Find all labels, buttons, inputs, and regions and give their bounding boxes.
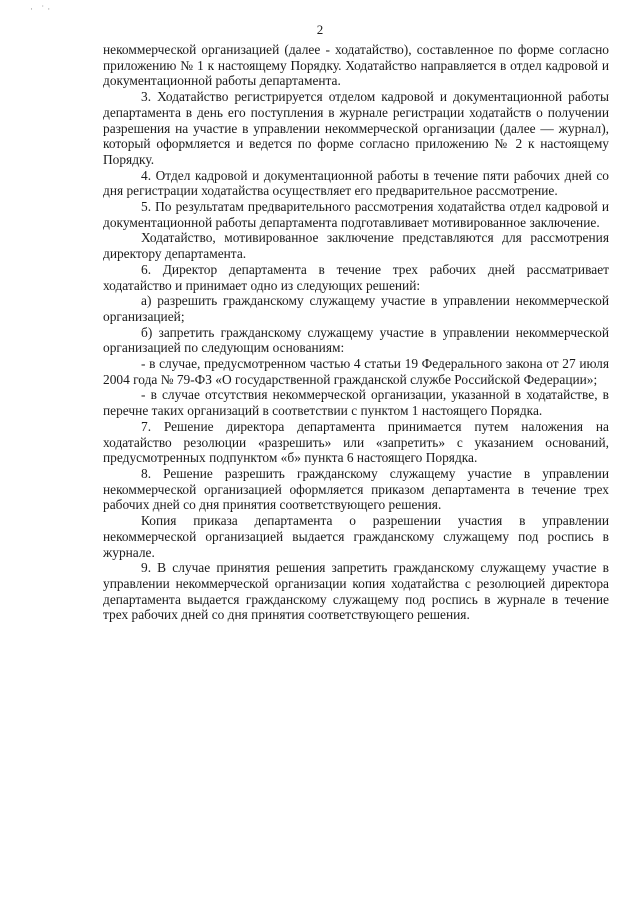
paragraph-item-8: 8. Решение разрешить гражданскому служащему участие в управлении некоммерческой организацией оформляется приказом департамента в течение трех рабочих дней со дня принятия соответствующего решения. [103,465,609,513]
paragraph-item-6b: б) запретить гражданскому служащему участие в управлении некоммерческой организацией по следующим основаниям: [103,324,609,356]
paragraph-item-8-cont: Копия приказа департамента о разрешении участия в управлении некоммерческой организацией выдается гражданскому служащему под роспись в журнале. [103,513,609,560]
paragraph-ground-1: - в случае, предусмотренном частью 4 статьи 19 Федерального закона от 27 июля 2004 года № 79-ФЗ «О государственной гражданской службе Российской Федерации»; [103,356,609,387]
paragraph-ground-2: - в случае отсутствия некоммерческой организации, указанной в ходатайстве, в перечне таких организаций в соответствии с пунктом 1 настоящего Порядка. [103,387,609,419]
paragraph-item-6a: а) разрешить гражданскому служащему участие в управлении некоммерческой организацией; [103,293,609,324]
paragraph-item-5-cont: Ходатайство, мотивированное заключение представляются для рассмотрения директору департамента. [103,230,609,262]
paragraph-item-4: 4. Отдел кадровой и документационной работы в течение пяти рабочих дней со дня регистрации ходатайства осуществляет его предварительное рассмотрение. [103,167,609,199]
paragraph-item-5: 5. По результатам предварительного рассмотрения ходатайства отдел кадровой и документационной работы департамента подготавливает мотивированное заключение. [103,199,609,230]
paragraph-item-9: 9. В случае принятия решения запретить гражданскому служащему участие в управлении некоммерческой организации копия ходатайства с резолюцией директора департамента выдается гражданскому служащему под роспись в журнале в течение трех рабочих дней со дня принятия соответствующего решения. [103,560,609,623]
scan-artifact: · ˙· [30,4,54,14]
paragraph-item-3: 3. Ходатайство регистрируется отделом кадровой и документационной работы департамента в день его поступления в журнале регистрации ходатайств о получении разрешения на участие в управлении некоммерческой организации (далее — журнал), который оформляется и ведется по форме согласно приложению № 2 к настоящему Порядку. [103,89,609,167]
document-body [103,42,609,623]
paragraph-item-6: 6. Директор департамента в течение трех рабочих дней рассматривает ходатайство и принимает одно из следующих решений: [103,261,609,293]
paragraph-item-7: 7. Решение директора департамента принимается путем наложения на ходатайство резолюции «разрешить» или «запретить» с указанием оснований, предусмотренных подпунктом «б» пункта 6 настоящего Порядка. [103,418,609,466]
page-number: 2 [316,22,324,37]
paragraph-continuation: некоммерческой организацией (далее - ходатайство), составленное по форме согласно приложению № 1 к настоящему Порядку. Ходатайство направляется в отдел кадровой и документационной работы департамента. [103,42,609,89]
